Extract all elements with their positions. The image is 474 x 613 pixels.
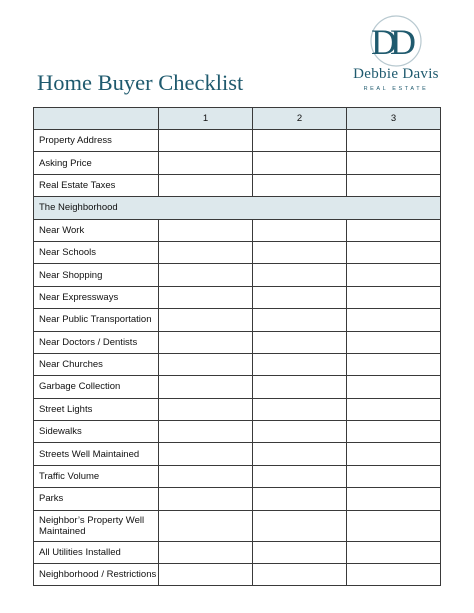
entry-cell-2[interactable] <box>253 152 347 174</box>
entry-cell-3[interactable] <box>347 309 441 331</box>
table-row <box>34 264 441 286</box>
entry-cell-3[interactable] <box>347 510 441 541</box>
entry-cell-2[interactable] <box>253 331 347 353</box>
entry-cell-3[interactable] <box>347 443 441 465</box>
entry-cell-3[interactable] <box>347 398 441 420</box>
section-label: The Neighborhood <box>34 197 441 219</box>
row-label: Streets Well Maintained <box>34 443 159 465</box>
column-header-1: 1 <box>159 108 253 130</box>
row-label: Near Doctors / Dentists <box>34 331 159 353</box>
table-row <box>34 309 441 331</box>
row-label: Street Lights <box>34 398 159 420</box>
row-label: Near Work <box>34 219 159 241</box>
entry-cell-1[interactable] <box>159 309 253 331</box>
entry-cell-1[interactable] <box>159 353 253 375</box>
brand-subtitle: REAL ESTATE <box>363 86 429 92</box>
entry-cell-2[interactable] <box>253 286 347 308</box>
svg-text:D: D <box>390 22 416 62</box>
table-row <box>34 443 441 465</box>
svg-text:D: D <box>371 22 397 62</box>
entry-cell-1[interactable] <box>159 219 253 241</box>
row-label: Near Schools <box>34 241 159 263</box>
row-label: Traffic Volume <box>34 465 159 487</box>
column-header-item <box>34 108 159 130</box>
table-row <box>34 130 441 152</box>
entry-cell-2[interactable] <box>253 443 347 465</box>
column-header-2: 2 <box>253 108 347 130</box>
entry-cell-1[interactable] <box>159 376 253 398</box>
entry-cell-1[interactable] <box>159 443 253 465</box>
entry-cell-1[interactable] <box>159 152 253 174</box>
table-row <box>34 286 441 308</box>
row-label: Asking Price <box>34 152 159 174</box>
entry-cell-1[interactable] <box>159 510 253 541</box>
dd-monogram-icon <box>360 14 432 68</box>
table-row <box>34 398 441 420</box>
entry-cell-2[interactable] <box>253 465 347 487</box>
entry-cell-2[interactable] <box>253 309 347 331</box>
entry-cell-3[interactable] <box>347 331 441 353</box>
table-row <box>34 465 441 487</box>
table-row <box>34 421 441 443</box>
entry-cell-1[interactable] <box>159 488 253 510</box>
row-label: Garbage Collection <box>34 376 159 398</box>
entry-cell-3[interactable] <box>347 564 441 586</box>
entry-cell-1[interactable] <box>159 398 253 420</box>
entry-cell-1[interactable] <box>159 465 253 487</box>
entry-cell-2[interactable] <box>253 564 347 586</box>
entry-cell-3[interactable] <box>347 488 441 510</box>
table-row <box>34 219 441 241</box>
entry-cell-3[interactable] <box>347 241 441 263</box>
row-label: All Utilities Installed <box>34 541 159 563</box>
entry-cell-3[interactable] <box>347 174 441 196</box>
entry-cell-2[interactable] <box>253 174 347 196</box>
entry-cell-1[interactable] <box>159 541 253 563</box>
entry-cell-3[interactable] <box>347 541 441 563</box>
entry-cell-2[interactable] <box>253 376 347 398</box>
table-row <box>34 564 441 586</box>
row-label: Near Public Transportation <box>34 309 159 331</box>
brand-logo <box>348 14 444 98</box>
row-label: Real Estate Taxes <box>34 174 159 196</box>
entry-cell-1[interactable] <box>159 421 253 443</box>
entry-cell-2[interactable] <box>253 241 347 263</box>
row-label: Parks <box>34 488 159 510</box>
entry-cell-1[interactable] <box>159 286 253 308</box>
entry-cell-1[interactable] <box>159 130 253 152</box>
row-label: Neighbor’s Property Well Maintained <box>34 510 159 541</box>
entry-cell-2[interactable] <box>253 541 347 563</box>
entry-cell-2[interactable] <box>253 353 347 375</box>
entry-cell-2[interactable] <box>253 219 347 241</box>
entry-cell-3[interactable] <box>347 376 441 398</box>
header-row <box>34 108 441 130</box>
entry-cell-3[interactable] <box>347 130 441 152</box>
entry-cell-2[interactable] <box>253 130 347 152</box>
column-header-3: 3 <box>347 108 441 130</box>
entry-cell-2[interactable] <box>253 264 347 286</box>
row-label: Near Shopping <box>34 264 159 286</box>
table-row <box>34 241 441 263</box>
entry-cell-3[interactable] <box>347 421 441 443</box>
table-row <box>34 541 441 563</box>
entry-cell-3[interactable] <box>347 152 441 174</box>
table-row <box>34 152 441 174</box>
row-label: Sidewalks <box>34 421 159 443</box>
entry-cell-2[interactable] <box>253 510 347 541</box>
table-row <box>34 510 441 541</box>
entry-cell-2[interactable] <box>253 398 347 420</box>
table-row <box>34 174 441 196</box>
entry-cell-1[interactable] <box>159 174 253 196</box>
entry-cell-2[interactable] <box>253 421 347 443</box>
entry-cell-3[interactable] <box>347 286 441 308</box>
entry-cell-1[interactable] <box>159 241 253 263</box>
table-row <box>34 376 441 398</box>
row-label: Near Churches <box>34 353 159 375</box>
table-row <box>34 488 441 510</box>
entry-cell-1[interactable] <box>159 331 253 353</box>
table-row <box>34 331 441 353</box>
entry-cell-1[interactable] <box>159 264 253 286</box>
table-row <box>34 353 441 375</box>
entry-cell-3[interactable] <box>347 465 441 487</box>
brand-name: Debbie Davis <box>353 66 439 82</box>
entry-cell-1[interactable] <box>159 564 253 586</box>
checklist-table <box>33 107 441 586</box>
entry-cell-3[interactable] <box>347 219 441 241</box>
page-title: Home Buyer Checklist <box>37 70 244 95</box>
section-row <box>34 197 441 219</box>
entry-cell-3[interactable] <box>347 353 441 375</box>
entry-cell-3[interactable] <box>347 264 441 286</box>
entry-cell-2[interactable] <box>253 488 347 510</box>
row-label: Property Address <box>34 130 159 152</box>
row-label: Near Expressways <box>34 286 159 308</box>
row-label: Neighborhood / Restrictions <box>34 564 159 586</box>
